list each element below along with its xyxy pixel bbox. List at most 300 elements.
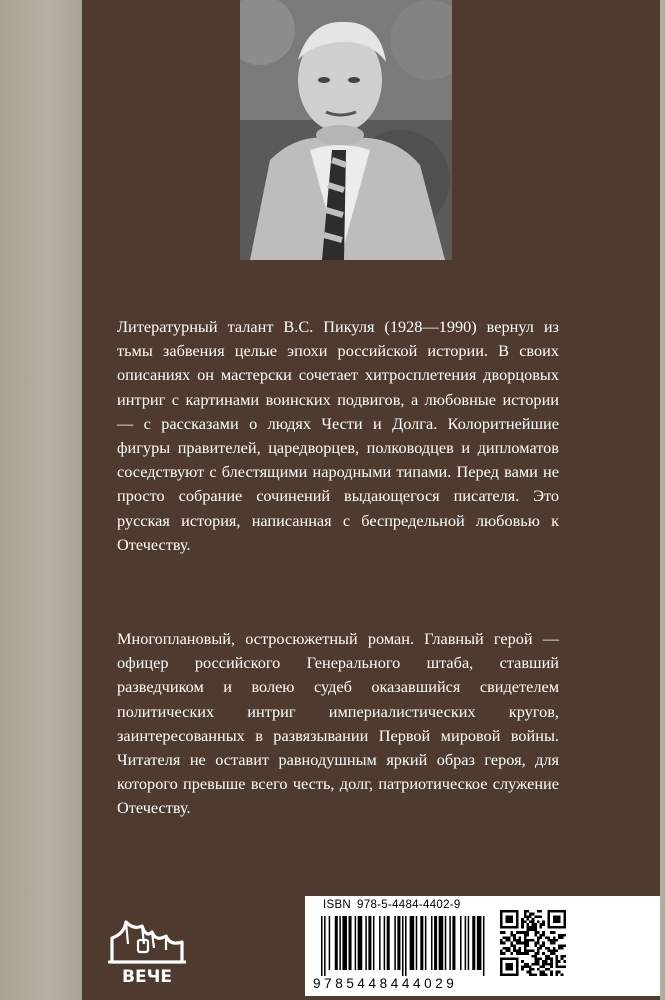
qr-module xyxy=(526,952,529,955)
barcode-bar xyxy=(434,916,437,970)
qr-module xyxy=(529,965,532,968)
qr-module xyxy=(505,968,508,971)
qr-module xyxy=(500,958,503,961)
qr-module xyxy=(516,963,519,966)
barcode-bar xyxy=(379,916,381,970)
qr-module xyxy=(548,955,551,958)
qr-module xyxy=(534,944,537,947)
qr-module xyxy=(548,913,551,916)
qr-module xyxy=(505,921,508,924)
barcode-bar xyxy=(384,916,386,970)
qr-module xyxy=(532,913,535,916)
qr-module xyxy=(555,963,558,966)
qr-module xyxy=(563,918,566,921)
qr-module xyxy=(550,971,553,974)
qr-module xyxy=(534,958,537,961)
qr-module xyxy=(511,926,514,929)
qr-module xyxy=(558,944,561,947)
qr-module xyxy=(555,955,558,958)
qr-module xyxy=(529,926,532,929)
barcode-bar xyxy=(349,916,352,970)
qr-module xyxy=(508,936,511,939)
qr-module xyxy=(511,952,514,955)
qr-module xyxy=(561,936,564,939)
qr-module xyxy=(526,910,529,913)
qr-module xyxy=(553,926,556,929)
qr-module xyxy=(550,973,553,976)
qr-module xyxy=(508,915,511,918)
qr-module xyxy=(563,934,566,937)
qr-module xyxy=(518,950,521,953)
isbn-line xyxy=(323,899,461,911)
barcode-bar xyxy=(439,916,444,970)
qr-module xyxy=(526,934,529,937)
qr-module xyxy=(500,950,503,953)
qr-module xyxy=(563,923,566,926)
qr-module xyxy=(526,928,529,931)
qr-module xyxy=(553,910,556,913)
qr-module xyxy=(532,950,535,953)
qr-module xyxy=(513,910,516,913)
qr-module xyxy=(561,926,564,929)
barcode-bar xyxy=(420,916,423,970)
qr-module xyxy=(534,923,537,926)
qr-module xyxy=(500,918,503,921)
qr-module xyxy=(513,958,516,961)
qr-module xyxy=(500,965,503,968)
qr-module xyxy=(513,973,516,976)
qr-module xyxy=(561,944,564,947)
qr-module xyxy=(526,926,529,929)
qr-module xyxy=(555,915,558,918)
qr-module xyxy=(553,947,556,950)
qr-module xyxy=(545,955,548,958)
qr-module xyxy=(540,965,543,968)
qr-module xyxy=(550,960,553,963)
qr-module xyxy=(555,960,558,963)
qr-module xyxy=(500,910,503,913)
qr-module xyxy=(524,910,527,913)
qr-module xyxy=(537,931,540,934)
qr-module xyxy=(513,926,516,929)
qr-module xyxy=(524,931,527,934)
qr-module xyxy=(537,960,540,963)
qr-module xyxy=(548,918,551,921)
barcode-bar xyxy=(425,916,427,970)
qr-module xyxy=(508,910,511,913)
qr-module xyxy=(558,915,561,918)
qr-module xyxy=(563,913,566,916)
barcode-bar xyxy=(339,916,341,970)
barcode-bar xyxy=(460,916,462,970)
qr-module xyxy=(558,936,561,939)
qr-module xyxy=(516,958,519,961)
qr-module xyxy=(555,921,558,924)
qr-module xyxy=(561,947,564,950)
qr-module xyxy=(540,915,543,918)
qr-module xyxy=(516,965,519,968)
qr-module xyxy=(548,910,551,913)
qr-module xyxy=(537,968,540,971)
barcode-bar xyxy=(365,916,367,970)
qr-module xyxy=(542,952,545,955)
barcode-bar xyxy=(373,916,375,970)
qr-module xyxy=(505,915,508,918)
qr-module xyxy=(526,963,529,966)
qr-module xyxy=(505,926,508,929)
qr-module xyxy=(508,963,511,966)
qr-module xyxy=(563,915,566,918)
qr-module xyxy=(555,939,558,942)
qr-module xyxy=(516,926,519,929)
qr-module xyxy=(534,926,537,929)
qr-module xyxy=(508,926,511,929)
qr-module xyxy=(505,965,508,968)
qr-module xyxy=(555,971,558,974)
qr-module xyxy=(500,923,503,926)
cover-edge xyxy=(0,0,82,1000)
qr-module xyxy=(516,921,519,924)
qr-module xyxy=(500,960,503,963)
qr-module xyxy=(558,960,561,963)
qr-module xyxy=(505,950,508,953)
qr-module xyxy=(550,950,553,953)
qr-module xyxy=(524,939,527,942)
qr-module xyxy=(516,960,519,963)
qr-module xyxy=(500,921,503,924)
barcode-bar xyxy=(358,916,363,970)
qr-module xyxy=(548,950,551,953)
qr-module xyxy=(548,947,551,950)
qr-module xyxy=(524,947,527,950)
qr-module xyxy=(516,915,519,918)
qr-module xyxy=(516,910,519,913)
qr-module xyxy=(503,910,506,913)
qr-module xyxy=(542,934,545,937)
qr-module xyxy=(553,950,556,953)
qr-module xyxy=(537,952,540,955)
qr-module xyxy=(529,915,532,918)
qr-module xyxy=(511,915,514,918)
qr-module xyxy=(524,944,527,947)
qr-module xyxy=(563,955,566,958)
qr-module xyxy=(532,963,535,966)
qr-module xyxy=(550,931,553,934)
qr-module xyxy=(511,918,514,921)
qr-module xyxy=(521,942,524,945)
qr-module xyxy=(524,952,527,955)
qr-module xyxy=(500,939,503,942)
qr-module xyxy=(513,939,516,942)
qr-module xyxy=(555,973,558,976)
qr-module xyxy=(550,942,553,945)
qr-module xyxy=(534,963,537,966)
qr-module xyxy=(561,910,564,913)
qr-module xyxy=(508,921,511,924)
barcode-bar xyxy=(483,916,485,976)
barcode-bar xyxy=(321,916,323,976)
barcode-bar xyxy=(402,916,404,976)
qr-module xyxy=(526,950,529,953)
qr-module xyxy=(561,955,564,958)
barcode-bar xyxy=(394,916,396,970)
qr-module xyxy=(516,973,519,976)
qr-module xyxy=(526,918,529,921)
qr-module xyxy=(537,921,540,924)
qr-module xyxy=(524,934,527,937)
author-portrait-image xyxy=(240,0,452,260)
qr-module xyxy=(540,973,543,976)
qr-module xyxy=(513,936,516,939)
qr-module xyxy=(505,910,508,913)
qr-module xyxy=(513,934,516,937)
qr-module xyxy=(505,936,508,939)
qr-module xyxy=(516,942,519,945)
qr-module xyxy=(558,921,561,924)
qr-module xyxy=(529,968,532,971)
qr-module xyxy=(521,926,524,929)
qr-module xyxy=(555,918,558,921)
qr-module xyxy=(548,939,551,942)
qr-module xyxy=(542,963,545,966)
isbn-number: 978-5-4484-4402-9 xyxy=(357,899,461,911)
barcode-bar xyxy=(355,916,357,970)
qr-module xyxy=(534,952,537,955)
qr-module xyxy=(550,910,553,913)
qr-module xyxy=(511,944,514,947)
qr-module xyxy=(548,926,551,929)
qr-module xyxy=(542,960,545,963)
qr-module xyxy=(537,958,540,961)
qr-module xyxy=(542,965,545,968)
veche-publisher-logo xyxy=(104,916,190,986)
qr-module xyxy=(524,942,527,945)
barcode-bar xyxy=(387,916,390,970)
qr-module xyxy=(548,915,551,918)
qr-module xyxy=(524,950,527,953)
qr-module xyxy=(537,915,540,918)
barcode-bar xyxy=(449,916,451,970)
qr-module xyxy=(555,910,558,913)
qr-module xyxy=(545,963,548,966)
qr-module xyxy=(503,931,506,934)
qr-module xyxy=(526,923,529,926)
qr-module xyxy=(508,918,511,921)
qr-module xyxy=(540,910,543,913)
qr-module xyxy=(500,913,503,916)
author-photo xyxy=(240,0,452,260)
qr-module xyxy=(500,952,503,955)
qr-module xyxy=(534,928,537,931)
qr-module xyxy=(505,918,508,921)
qr-module xyxy=(516,968,519,971)
qr-module xyxy=(534,915,537,918)
qr-module xyxy=(534,934,537,937)
qr-module xyxy=(563,926,566,929)
qr-module xyxy=(503,942,506,945)
qr-module xyxy=(540,944,543,947)
qr-module xyxy=(500,915,503,918)
barcode-bar xyxy=(342,916,347,970)
barcode-bar xyxy=(452,916,455,970)
qr-module xyxy=(563,921,566,924)
author-description: Литературный талант В.С. Пикуля (1928—1990) вернул из тьмы забвения целые эпохи российской истории. В своих описаниях он мастерски сочетает хитросплетения дворцовых интриг с картинами воинских подвигов, а любовные истории — с рассказами о людях Чести и Долга. Колоритнейшие фигуры правителей, царедворцев, полководцев и дипломатов соседствуют с блестящими народными типами. Перед вами не просто собрание сочинений выдающегося писателя. Это русская история, написанная с беспредельной любовью к Отечеству. xyxy=(117,317,559,554)
qr-module xyxy=(511,942,514,945)
qr-module xyxy=(550,963,553,966)
qr-module xyxy=(537,942,540,945)
qr-module xyxy=(534,931,537,934)
qr-module xyxy=(521,965,524,968)
qr-module xyxy=(524,965,527,968)
qr-module xyxy=(542,921,545,924)
qr-module xyxy=(563,960,566,963)
qr-module xyxy=(529,973,532,976)
qr-module xyxy=(521,923,524,926)
qr-module xyxy=(524,915,527,918)
qr-module xyxy=(553,936,556,939)
qr-module xyxy=(524,913,527,916)
qr-module xyxy=(550,952,553,955)
qr-module xyxy=(553,939,556,942)
qr-module xyxy=(534,955,537,958)
veche-logo-icon xyxy=(104,916,190,986)
qr-module xyxy=(500,968,503,971)
qr-module xyxy=(508,947,511,950)
qr-module xyxy=(516,952,519,955)
isbn-barcode-block xyxy=(305,896,660,996)
qr-module xyxy=(534,942,537,945)
qr-module xyxy=(518,936,521,939)
qr-module xyxy=(524,963,527,966)
qr-module xyxy=(537,910,540,913)
qr-module xyxy=(529,950,532,953)
qr-module xyxy=(511,973,514,976)
qr-module xyxy=(545,958,548,961)
qr-module xyxy=(563,910,566,913)
qr-module xyxy=(526,939,529,942)
qr-module xyxy=(503,952,506,955)
qr-module xyxy=(558,934,561,937)
qr-module xyxy=(553,918,556,921)
qr-module xyxy=(540,958,543,961)
qr-module xyxy=(548,963,551,966)
qr-module xyxy=(532,939,535,942)
qr-module xyxy=(516,939,519,942)
qr-module xyxy=(526,944,529,947)
qr-module xyxy=(558,965,561,968)
qr-module xyxy=(521,921,524,924)
ean-number: 9785448444029 xyxy=(313,976,458,991)
qr-module xyxy=(550,926,553,929)
qr-module xyxy=(508,939,511,942)
qr-module xyxy=(511,968,514,971)
qr-module xyxy=(516,923,519,926)
qr-module xyxy=(529,939,532,942)
qr-module xyxy=(542,944,545,947)
qr-module xyxy=(518,931,521,934)
qr-module xyxy=(540,926,543,929)
qr-module xyxy=(550,958,553,961)
qr-module xyxy=(558,926,561,929)
qr-module xyxy=(537,963,540,966)
qr-module xyxy=(511,910,514,913)
qr-module xyxy=(540,936,543,939)
qr-module xyxy=(537,939,540,942)
barcode-bar xyxy=(329,916,331,970)
qr-module xyxy=(553,931,556,934)
qr-module xyxy=(518,939,521,942)
qr-module xyxy=(505,958,508,961)
qr-module xyxy=(511,965,514,968)
qr-module xyxy=(500,973,503,976)
qr-module xyxy=(558,971,561,974)
qr-code-icon xyxy=(500,910,566,976)
ean-barcode xyxy=(321,916,486,976)
qr-module xyxy=(526,931,529,934)
barcode-bar xyxy=(468,916,470,970)
qr-module xyxy=(561,973,564,976)
qr-module xyxy=(550,965,553,968)
qr-module xyxy=(532,928,535,931)
qr-module xyxy=(500,963,503,966)
qr-module xyxy=(518,947,521,950)
qr-module xyxy=(508,968,511,971)
qr-module xyxy=(555,965,558,968)
qr-module xyxy=(542,942,545,945)
qr-module xyxy=(508,973,511,976)
qr-module xyxy=(521,960,524,963)
novel-description: Многоплановый, остросюжетный роман. Главный герой — офицер российского Генерального штаба, ставший разведчиком и волею судеб оказавшийся свидетелем политических интриг империалистических кругов, заинтересованных в развязывании Первой мировой войны. Читателя не оставит равнодушным яркий образ героя, для которого превыше всего честь, долг, патриотическое служение Отечеству. xyxy=(117,629,559,818)
qr-module xyxy=(503,973,506,976)
qr-module xyxy=(537,950,540,953)
barcode-bar xyxy=(416,916,418,970)
qr-module xyxy=(521,931,524,934)
qr-module xyxy=(516,913,519,916)
barcode-bar xyxy=(410,916,415,970)
svg-text:ВЕЧЕ: ВЕЧЕ xyxy=(122,967,172,986)
qr-module xyxy=(558,910,561,913)
qr-module xyxy=(516,918,519,921)
qr-module xyxy=(532,923,535,926)
qr-module xyxy=(511,934,514,937)
qr-module xyxy=(553,915,556,918)
qr-module xyxy=(540,947,543,950)
qr-module xyxy=(500,971,503,974)
qr-module xyxy=(529,921,532,924)
qr-module xyxy=(532,918,535,921)
qr-module xyxy=(534,973,537,976)
qr-module xyxy=(516,971,519,974)
qr-module xyxy=(542,971,545,974)
qr-module xyxy=(537,936,540,939)
qr-module xyxy=(555,926,558,929)
qr-module xyxy=(529,971,532,974)
barcode-bar xyxy=(465,916,467,970)
qr-module xyxy=(505,963,508,966)
qr-module xyxy=(542,973,545,976)
qr-module xyxy=(500,926,503,929)
qr-module xyxy=(526,915,529,918)
qr-module xyxy=(561,934,564,937)
qr-module xyxy=(524,921,527,924)
qr-module xyxy=(540,923,543,926)
qr-module xyxy=(513,947,516,950)
qr-module xyxy=(548,921,551,924)
qr-module xyxy=(505,939,508,942)
qr-module xyxy=(563,944,566,947)
qr-module xyxy=(511,921,514,924)
barcode-bar xyxy=(405,916,407,976)
